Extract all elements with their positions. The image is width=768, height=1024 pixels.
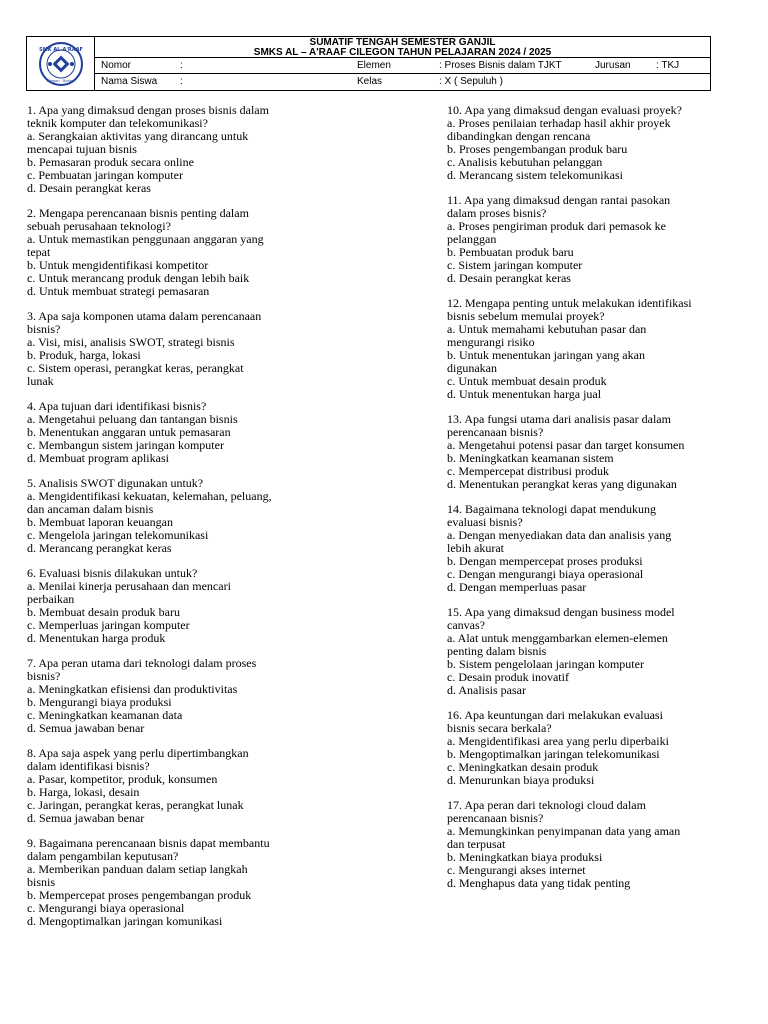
jurusan-label: Jurusan [595, 60, 631, 71]
elemen-label: Elemen [357, 60, 391, 71]
question-text: evaluasi bisnis? [447, 515, 523, 529]
answer-option: a. Proses pengiriman produk dari pemasok ke [447, 219, 666, 233]
nomor-label: Nomor [101, 60, 132, 71]
exam-header [26, 36, 711, 91]
answer-option: d. Mengoptimalkan jaringan komunikasi [27, 914, 223, 928]
answer-option: dan terpusat [447, 837, 506, 851]
answer-option: b. Harga, lokasi, desain [27, 785, 140, 799]
question-block [27, 567, 327, 645]
answer-option: a. Untuk memahami kebutuhan pasar dan [447, 322, 647, 336]
answer-option: a. Mengidentifikasi kekuatan, kelemahan, peluang, [27, 489, 272, 503]
answer-option: bisnis [27, 875, 56, 889]
answer-option: lunak [27, 374, 54, 388]
question-block [27, 207, 327, 298]
answer-option: b. Pemasaran produk secara online [27, 155, 194, 169]
jurusan-value: : TKJ [656, 60, 680, 71]
question-text: bisnis secara berkala? [447, 721, 552, 735]
answer-option: b. Membuat desain produk baru [27, 605, 180, 619]
question-block [27, 477, 327, 555]
question-text: 12. Mengapa penting untuk melakukan identifikasi [447, 296, 692, 310]
question-block [447, 799, 747, 890]
answer-option: a. Mengetahui potensi pasar dan target konsumen [447, 438, 685, 452]
question-block [27, 310, 327, 388]
answer-option: d. Desain perangkat keras [27, 181, 151, 195]
answer-option: c. Analisis kebutuhan pelanggan [447, 155, 603, 169]
question-text: 16. Apa keuntungan dari melakukan evaluasi [447, 708, 663, 722]
answer-option: d. Menurunkan biaya produksi [447, 773, 595, 787]
question-text: perencanaan bisnis? [447, 811, 544, 825]
answer-option: a. Proses penilaian terhadap hasil akhir proyek [447, 116, 671, 130]
question-block [27, 747, 327, 825]
answer-option: b. Menentukan anggaran untuk pemasaran [27, 425, 231, 439]
nomor-colon: : [180, 60, 183, 71]
answer-option: c. Untuk membuat desain produk [447, 374, 607, 388]
question-text: 4. Apa tujuan dari identifikasi bisnis? [27, 399, 207, 413]
answer-option: d. Merancang sistem telekomunikasi [447, 168, 623, 182]
answer-option: a. Meningkatkan efisiensi dan produktivitas [27, 682, 238, 696]
exam-title-line-1: SUMATIF TENGAH SEMESTER GANJIL [309, 37, 496, 48]
question-text: 10. Apa yang dimaksud dengan evaluasi proyek? [447, 103, 682, 117]
question-text: bisnis sebelum memulai proyek? [447, 309, 605, 323]
question-text: dalam identifikasi bisnis? [27, 759, 150, 773]
question-block [447, 297, 747, 401]
answer-option: d. Semua jawaban benar [27, 811, 145, 825]
question-text: 17. Apa peran dari teknologi cloud dalam [447, 798, 646, 812]
question-text: 14. Bagaimana teknologi dapat mendukung [447, 502, 656, 516]
answer-option: penting dalam bisnis [447, 644, 547, 658]
nama-siswa-label: Nama Siswa [101, 76, 158, 87]
question-block [447, 709, 747, 787]
answer-option: c. Untuk merancang produk dengan lebih baik [27, 271, 250, 285]
answer-option: a. Mengetahui peluang dan tantangan bisnis [27, 412, 238, 426]
answer-option: d. Untuk membuat strategi pemasaran [27, 284, 210, 298]
answer-option: b. Meningkatkan keamanan sistem [447, 451, 614, 465]
answer-option: c. Mengurangi akses internet [447, 863, 586, 877]
question-block [27, 657, 327, 735]
exam-title [95, 37, 710, 58]
answer-option: c. Memperluas jaringan komputer [27, 618, 190, 632]
question-text: 8. Apa saja aspek yang perlu dipertimbangkan [27, 746, 249, 760]
question-text: 15. Apa yang dimaksud dengan business model [447, 605, 675, 619]
answer-option: b. Meningkatkan biaya produksi [447, 850, 603, 864]
answer-option: c. Mengelola jaringan telekomunikasi [27, 528, 209, 542]
school-logo-icon [35, 41, 87, 87]
answer-option: tepat [27, 245, 51, 259]
answer-option: a. Memungkinkan penyimpanan data yang aman [447, 824, 681, 838]
kelas-value: : X ( Sepuluh ) [439, 76, 503, 87]
answer-option: d. Desain perangkat keras [447, 271, 571, 285]
answer-option: b. Untuk mengidentifikasi kompetitor [27, 258, 209, 272]
nama-siswa-colon: : [180, 76, 183, 87]
answer-option: c. Membangun sistem jaringan komputer [27, 438, 224, 452]
answer-option: d. Dengan memperluas pasar [447, 580, 587, 594]
question-text: bisnis? [27, 669, 61, 683]
question-block [447, 194, 747, 285]
question-block [447, 503, 747, 594]
question-text: bisnis? [27, 322, 61, 336]
question-block [27, 400, 327, 465]
answer-option: c. Meningkatkan keamanan data [27, 708, 183, 722]
answer-option: a. Dengan menyediakan data dan analisis yang [447, 528, 672, 542]
answer-option: b. Untuk menentukan jaringan yang akan [447, 348, 645, 362]
question-text: 7. Apa peran utama dari teknologi dalam proses [27, 656, 257, 670]
answer-option: d. Merancang perangkat keras [27, 541, 172, 555]
answer-option: b. Proses pengembangan produk baru [447, 142, 628, 156]
questions-right-column [447, 104, 747, 902]
question-text: 9. Bagaimana perencanaan bisnis dapat membantu [27, 836, 270, 850]
answer-option: a. Alat untuk menggambarkan elemen-elemen [447, 631, 668, 645]
question-text: dalam pengambilan keputusan? [27, 849, 179, 863]
question-block [447, 104, 747, 182]
question-text: perencanaan bisnis? [447, 425, 544, 439]
question-text: dalam proses bisnis? [447, 206, 547, 220]
questions-left-column [27, 104, 327, 940]
answer-option: b. Membuat laporan keuangan [27, 515, 173, 529]
answer-option: b. Mengoptimalkan jaringan telekomunikasi [447, 747, 660, 761]
info-row-2 [95, 74, 710, 90]
question-text: 11. Apa yang dimaksud dengan rantai pasokan [447, 193, 671, 207]
question-text: 5. Analisis SWOT digunakan untuk? [27, 476, 204, 490]
question-text: canvas? [447, 618, 485, 632]
answer-option: d. Semua jawaban benar [27, 721, 145, 735]
answer-option: digunakan [447, 361, 497, 375]
school-logo [27, 37, 95, 90]
answer-option: pelanggan [447, 232, 497, 246]
answer-option: a. Menilai kinerja perusahaan dan mencari [27, 579, 231, 593]
answer-option: c. Sistem operasi, perangkat keras, perangkat [27, 361, 244, 375]
info-row-1 [95, 58, 710, 74]
answer-option: d. Untuk menentukan harga jual [447, 387, 602, 401]
answer-option: c. Desain produk inovatif [447, 670, 569, 684]
answer-option: a. Pasar, kompetitor, produk, konsumen [27, 772, 218, 786]
answer-option: a. Serangkaian aktivitas yang dirancang untuk [27, 129, 249, 143]
question-text: 6. Evaluasi bisnis dilakukan untuk? [27, 566, 198, 580]
question-text: 2. Mengapa perencanaan bisnis penting dalam [27, 206, 249, 220]
answer-option: c. Jaringan, perangkat keras, perangkat lunak [27, 798, 244, 812]
question-block [27, 837, 327, 928]
answer-option: d. Menentukan harga produk [27, 631, 166, 645]
answer-option: a. Memberikan panduan dalam setiap langkah [27, 862, 248, 876]
question-block [27, 104, 327, 195]
answer-option: b. Produk, harga, lokasi [27, 348, 141, 362]
answer-option: c. Meningkatkan desain produk [447, 760, 599, 774]
answer-option: d. Menentukan perangkat keras yang digunakan [447, 477, 677, 491]
answer-option: c. Sistem jaringan komputer [447, 258, 583, 272]
logo-sub-text: Cilegon - Banten [45, 78, 76, 83]
answer-option: c. Mengurangi biaya operasional [27, 901, 185, 915]
answer-option: perbaikan [27, 592, 75, 606]
question-block [447, 413, 747, 491]
answer-option: a. Mengidentifikasi area yang perlu diperbaiki [447, 734, 669, 748]
answer-option: c. Mempercepat distribusi produk [447, 464, 609, 478]
answer-option: b. Pembuatan produk baru [447, 245, 574, 259]
answer-option: d. Menghapus data yang tidak penting [447, 876, 631, 890]
answer-option: a. Visi, misi, analisis SWOT, strategi bisnis [27, 335, 235, 349]
answer-option: mengurangi risiko [447, 335, 535, 349]
kelas-label: Kelas [357, 76, 383, 87]
answer-option: b. Mengurangi biaya produksi [27, 695, 172, 709]
answer-option: a. Untuk memastikan penggunaan anggaran yang [27, 232, 264, 246]
answer-option: d. Analisis pasar [447, 683, 526, 697]
answer-option: b. Dengan mempercepat proses produksi [447, 554, 643, 568]
elemen-value: : Proses Bisnis dalam TJKT [439, 60, 562, 71]
question-text: teknik komputer dan telekomunikasi? [27, 116, 208, 130]
answer-option: mencapai tujuan bisnis [27, 142, 137, 156]
answer-option: d. Membuat program aplikasi [27, 451, 169, 465]
answer-option: c. Pembuatan jaringan komputer [27, 168, 183, 182]
question-text: sebuah perusahaan teknologi? [27, 219, 171, 233]
question-text: 3. Apa saja komponen utama dalam perencanaan [27, 309, 262, 323]
answer-option: dan ancaman dalam bisnis [27, 502, 154, 516]
question-text: 1. Apa yang dimaksud dengan proses bisnis dalam [27, 103, 269, 117]
answer-option: dibandingkan dengan rencana [447, 129, 591, 143]
exam-title-line-2: SMKS AL – A'RAAF CILEGON TAHUN PELAJARAN 2024 / 2025 [253, 47, 552, 58]
question-text: 13. Apa fungsi utama dari analisis pasar dalam [447, 412, 671, 426]
answer-option: b. Mempercepat proses pengembangan produk [27, 888, 252, 902]
answer-option: lebih akurat [447, 541, 504, 555]
question-block [447, 606, 747, 697]
logo-text: SMK AL-A'RAAF [38, 46, 83, 53]
answer-option: c. Dengan mengurangi biaya operasional [447, 567, 644, 581]
answer-option: b. Sistem pengelolaan jaringan komputer [447, 657, 644, 671]
